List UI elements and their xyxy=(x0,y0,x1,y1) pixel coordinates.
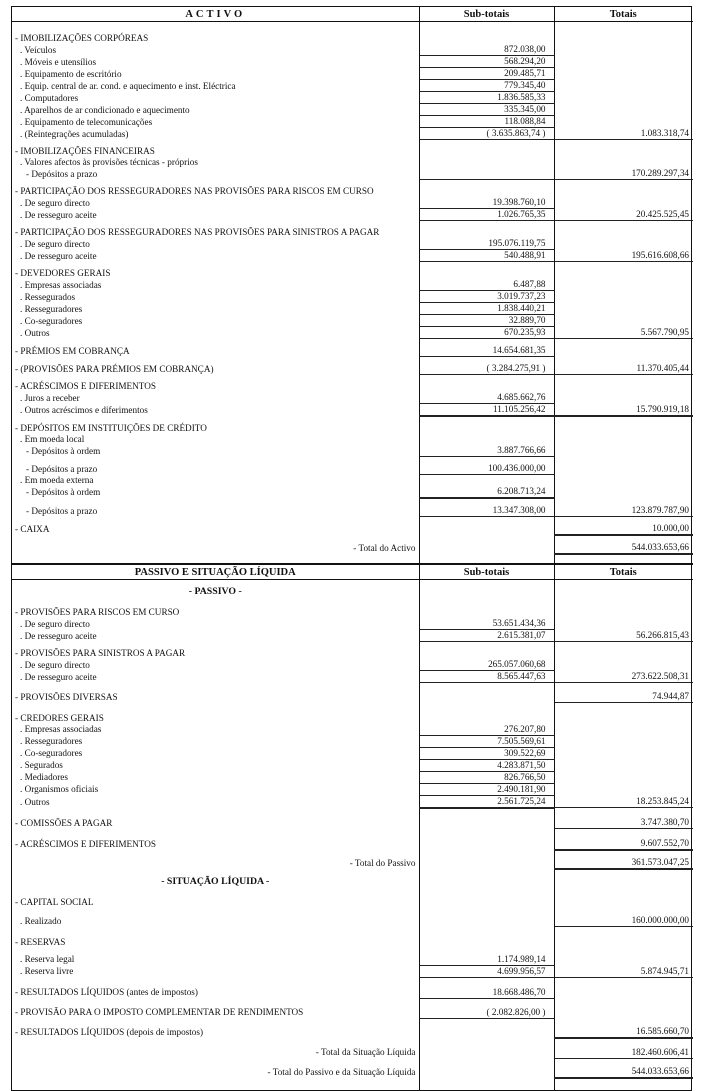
table-row: . Aparelhos de ar condicionado e aquecimento 335.345,00 xyxy=(12,104,693,116)
table-row: - Depósitos a prazo 170.289.297,34 xyxy=(12,168,693,180)
table-row: . De resseguro aceite 8.565.447,63 273.622.508,31 xyxy=(12,671,693,683)
section-total: 160.000.000,00 xyxy=(554,908,693,927)
section-provisoes-premios: - (PROVISÕES PARA PRÉMIOS EM COBRANÇA) ( 3.284.275,91 ) 11.370.405,44 xyxy=(12,357,693,375)
table-row: . De seguro directo 195.076.119,75 xyxy=(12,238,693,250)
table-row: . Ressegurados 3.019.737,23 xyxy=(12,291,693,303)
section-devedores: - DEVEDORES GERAIS xyxy=(12,262,693,280)
table-row: . Empresas associadas 6.487,88 xyxy=(12,279,693,291)
table-row: . Em moeda externa xyxy=(12,475,693,487)
table-row: - Depósitos a prazo 13.347.308,00 123.879.787,90 xyxy=(12,498,693,517)
section-acrescimos: - ACRÉSCIMOS E DIFERIMENTOS xyxy=(12,375,693,393)
table-row: . Móveis e utensílios 568.294,20 xyxy=(12,56,693,68)
table-row: . De resseguro aceite 1.026.765,35 20.425.525,45 xyxy=(12,209,693,221)
table-row: . Equipamento de telecomunicações 118.088,84 xyxy=(12,116,693,128)
table-row: . Resseguradores 1.838.440,21 xyxy=(12,303,693,315)
table-row: - Depósitos à ordem 6.208.713,24 xyxy=(12,486,693,498)
table-row: . Mediadores 826.766,50 xyxy=(12,771,693,783)
subtotal-situacao: 182.460.606,41 xyxy=(554,1038,693,1058)
activo-header-row xyxy=(12,7,693,22)
table-row: . De seguro directo 265.057.060,68 xyxy=(12,659,693,671)
table-row: . Veículos 872.038,00 xyxy=(12,44,693,56)
table-row: . Co-seguradores 309.522,69 xyxy=(12,747,693,759)
section-imob-financeiras: - IMOBILIZAÇÕES FINANCEIRAS xyxy=(12,140,693,158)
section-caixa: - CAIXA 10.000,00 xyxy=(12,517,693,536)
table-row: . De resseguro aceite 540.488,91 195.616.608,66 xyxy=(12,250,693,262)
subtotals-header: Sub-totais xyxy=(419,7,554,22)
table-row: . Outros 2.561.725,24 18.253.845,24 xyxy=(12,795,693,808)
section-total: 15.790.919,18 xyxy=(554,404,693,417)
table-row: . Reserva legal 1.174.989,14 xyxy=(12,948,693,966)
section-prov-diversas: - PROVISÕES DIVERSAS 74.944,87 xyxy=(12,683,693,703)
table-row: . Resseguradores 7.505.569,61 xyxy=(12,735,693,747)
activo-title: ACTIVO xyxy=(12,7,419,22)
balance-sheet xyxy=(11,6,692,1091)
section-provisao-imposto: - PROVISÃO PARA O IMPOSTO COMPLEMENTAR DE RENDIMENTOS ( 2.082.826,00 ) xyxy=(12,998,693,1018)
table-row: . (Reintegrações acumuladas) ( 3.635.863,74 ) 1.083.318,74 xyxy=(12,128,693,140)
table-row: . Realizado 160.000.000,00 xyxy=(12,908,693,927)
table-row: . Outros acréscimos e diferimentos 11.105.256,42 15.790.919,18 xyxy=(12,404,693,417)
section-total: 20.425.525,45 xyxy=(554,209,693,221)
table-row: . Em moeda local xyxy=(12,434,693,445)
table-row: . Equipamento de escritório 209.485,71 xyxy=(12,68,693,80)
section-total: 195.616.608,66 xyxy=(554,250,693,262)
section-total: 273.622.508,31 xyxy=(554,671,693,683)
table-row: . Co-seguradores 32.889,70 xyxy=(12,315,693,327)
section-imob-corporeas xyxy=(12,27,693,44)
subtotals-header: Sub-totais xyxy=(419,564,554,580)
section-part-riscos: - PARTICIPAÇÃO DOS RESSEGURADORES NAS PROVISÕES PARA RISCOS EM CURSO xyxy=(12,180,693,198)
section-prov-riscos: - PROVISÕES PARA RISCOS EM CURSO xyxy=(12,597,693,618)
section-credores: - CREDORES GERAIS xyxy=(12,703,693,724)
table-row: . Valores afectos às provisões técnicas - próprios xyxy=(12,157,693,168)
table-row: . De seguro directo 53.651.434,36 xyxy=(12,618,693,630)
passivo-header-row xyxy=(12,564,693,580)
section-reservas: - RESERVAS xyxy=(12,927,693,948)
section-total: 123.879.787,90 xyxy=(554,498,693,517)
grand-total: 544.033.653,66 xyxy=(554,1058,693,1078)
section-depositos: - DEPÓSITOS EM INSTITUIÇÕES DE CRÉDITO xyxy=(12,416,693,434)
section-prov-sinistros: - PROVISÕES PARA SINISTROS A PAGAR xyxy=(12,642,693,660)
total-activo-row: - Total do Activo 544.033.653,66 xyxy=(12,535,693,554)
table-row: . De resseguro aceite 2.615.381,07 56.266.815,43 xyxy=(12,630,693,642)
section-part-sinistros: - PARTICIPAÇÃO DOS RESSEGURADORES NAS PROVISÕES PARA SINISTROS A PAGAR xyxy=(12,221,693,239)
table-row: . Computadores 1.836.585,33 xyxy=(12,92,693,104)
table-row: - Depósitos a prazo 100.436.000,00 xyxy=(12,457,693,475)
section-resultados-depois: - RESULTADOS LÍQUIDOS (depois de impostos) 16.585.660,70 xyxy=(12,1018,693,1038)
table-row: . Juros a receber 4.685.662,76 xyxy=(12,392,693,404)
section-total: 1.083.318,74 xyxy=(554,128,693,140)
section-acrescimos-passivo: - ACRÉSCIMOS E DIFERIMENTOS 9.607.552,70 xyxy=(12,829,693,850)
section-resultados-antes: - RESULTADOS LÍQUIDOS (antes de impostos) 18.668.486,70 xyxy=(12,977,693,998)
subtotal-passivo: 361.573.047,25 xyxy=(554,850,693,869)
total-geral-row: - Total do Passivo e da Situação Líquida 544.033.653,66 xyxy=(12,1058,693,1078)
section-total: 5.874.945,71 xyxy=(554,965,693,977)
section-total: 16.585.660,70 xyxy=(554,1018,693,1038)
section-total: 18.253.845,24 xyxy=(554,795,693,808)
passivo-heading-row: - PASSIVO - xyxy=(12,580,693,598)
section-premios: - PRÉMIOS EM COBRANÇA 14.654.681,35 xyxy=(12,339,693,357)
table-row: - Depósitos à ordem 3.887.766,66 xyxy=(12,445,693,457)
section-total: 11.370.405,44 xyxy=(554,357,693,375)
section-comissoes: - COMISSÕES A PAGAR 3.747.380,70 xyxy=(12,808,693,829)
table-row: . Outros 670.235,93 5.567.790,95 xyxy=(12,327,693,339)
section-total: 5.567.790,95 xyxy=(554,327,693,339)
totals-header: Totais xyxy=(554,564,693,580)
section-total: 9.607.552,70 xyxy=(554,829,693,850)
balance-table xyxy=(12,7,693,1090)
table-row: . Empresas associadas 276.207,80 xyxy=(12,724,693,736)
table-row: . Organismos oficiais 2.490.181,90 xyxy=(12,783,693,795)
totals-header: Totais xyxy=(554,7,693,22)
section-capital: - CAPITAL SOCIAL xyxy=(12,887,693,908)
section-total: 74.944,87 xyxy=(554,683,693,703)
section-total: 10.000,00 xyxy=(554,517,693,536)
section-total: 3.747.380,70 xyxy=(554,808,693,829)
section-title: - IMOBILIZAÇÕES CORPÓREAS xyxy=(12,27,419,44)
total-passivo-row: - Total do Passivo 361.573.047,25 xyxy=(12,850,693,869)
total-situacao-row: - Total da Situação Líquida 182.460.606,41 xyxy=(12,1038,693,1058)
passivo-title: PASSIVO E SITUAÇÃO LÍQUIDA xyxy=(12,564,419,580)
table-row: . Equip. central de ar. cond. e aquecimento e inst. Eléctrica 779.345,40 xyxy=(12,80,693,92)
situacao-heading-row: - SITUAÇÃO LÍQUIDA - xyxy=(12,869,693,887)
table-row: . Segurados 4.283.871,50 xyxy=(12,759,693,771)
section-total: 56.266.815,43 xyxy=(554,630,693,642)
table-row: . Reserva livre 4.699.956,57 5.874.945,71 xyxy=(12,965,693,977)
grand-total: 544.033.653,66 xyxy=(554,535,693,554)
section-total: 170.289.297,34 xyxy=(554,168,693,180)
table-row: . De seguro directo 19.398.760,10 xyxy=(12,197,693,209)
